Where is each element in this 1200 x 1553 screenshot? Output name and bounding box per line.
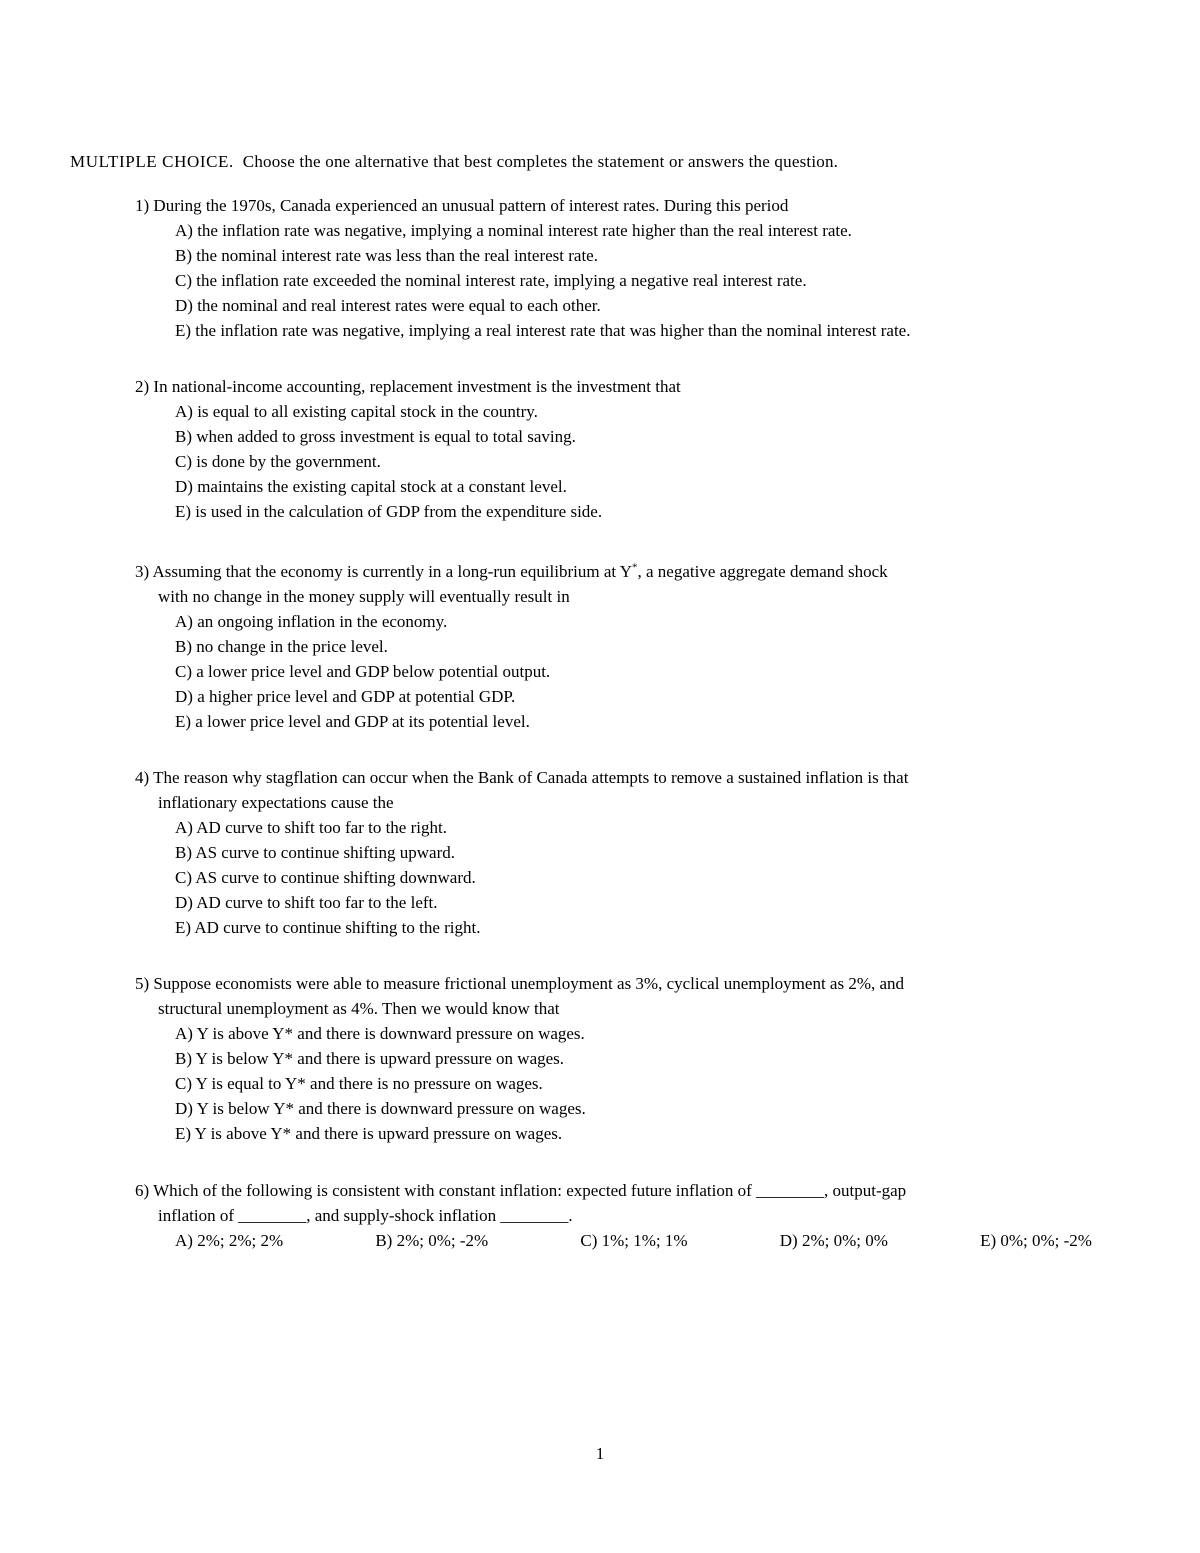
option-e: E) Y is above Y* and there is upward pressure on wages. <box>175 1124 563 1143</box>
option-d: D) Y is below Y* and there is downward pressure on wages. <box>175 1099 586 1118</box>
question-number: 2) <box>135 377 150 396</box>
options-list <box>135 218 1110 343</box>
option-e: E) AD curve to continue shifting to the right. <box>175 918 481 937</box>
question-6 <box>135 1178 1110 1253</box>
option-a: A) the inflation rate was negative, implying a nominal interest rate higher than the real interest rate. <box>175 221 852 240</box>
question-stem <box>135 193 1110 218</box>
question-stem <box>135 1178 1110 1228</box>
question-text: Which of the following is consistent with constant inflation: expected future inflation of ________, output-gap <box>153 1181 907 1200</box>
option-a: A) 2%; 2%; 2% <box>175 1231 284 1250</box>
question-number: 4) <box>135 768 150 787</box>
options-row <box>135 1228 1110 1253</box>
question-text-continued: with no change in the money supply will eventually result in <box>158 587 570 606</box>
question-number: 1) <box>135 196 150 215</box>
question-number: 3) <box>135 562 150 581</box>
question-text: In national-income accounting, replacement investment is the investment that <box>153 377 681 396</box>
option-d: D) maintains the existing capital stock at a constant level. <box>175 477 567 496</box>
option-c: C) is done by the government. <box>175 452 381 471</box>
option-e: E) the inflation rate was negative, implying a real interest rate that was higher than the nominal interest rate. <box>175 321 911 340</box>
option-b: B) AS curve to continue shifting upward. <box>175 843 455 862</box>
question-3 <box>135 559 1110 734</box>
option-d: D) 2%; 0%; 0% <box>779 1231 888 1250</box>
section-label: MULTIPLE CHOICE. <box>70 152 234 171</box>
section-header <box>70 152 838 172</box>
option-e: E) a lower price level and GDP at its potential level. <box>175 712 530 731</box>
question-2 <box>135 374 1110 524</box>
question-stem <box>135 559 1110 609</box>
question-5 <box>135 971 1110 1146</box>
option-c: C) 1%; 1%; 1% <box>580 1231 688 1250</box>
star-superscript: * <box>632 561 638 574</box>
option-d: D) AD curve to shift too far to the left. <box>175 893 438 912</box>
option-c: C) Y is equal to Y* and there is no pressure on wages. <box>175 1074 543 1093</box>
option-b: B) no change in the price level. <box>175 637 388 656</box>
option-c: C) a lower price level and GDP below potential output. <box>175 662 551 681</box>
options-list <box>135 609 1110 734</box>
question-text: The reason why stagflation can occur when the Bank of Canada attempts to remove a sustained inflation is that <box>153 768 909 787</box>
option-c: C) the inflation rate exceeded the nominal interest rate, implying a negative real interest rate. <box>175 271 807 290</box>
option-a: A) AD curve to shift too far to the right. <box>175 818 447 837</box>
question-text-continued: inflation of ________, and supply-shock inflation ________. <box>158 1206 573 1225</box>
section-instruction: Choose the one alternative that best completes the statement or answers the question. <box>242 152 839 171</box>
option-d: D) a higher price level and GDP at potential GDP. <box>175 687 516 706</box>
question-number: 5) <box>135 974 150 993</box>
option-b: B) 2%; 0%; -2% <box>375 1231 489 1250</box>
option-a: A) is equal to all existing capital stock in the country. <box>175 402 538 421</box>
question-text: During the 1970s, Canada experienced an unusual pattern of interest rates. During this period <box>153 196 789 215</box>
question-stem <box>135 765 1110 815</box>
page-number: 1 <box>595 1444 605 1463</box>
option-d: D) the nominal and real interest rates were equal to each other. <box>175 296 601 315</box>
option-b: B) when added to gross investment is equal to total saving. <box>175 427 576 446</box>
question-text: Suppose economists were able to measure frictional unemployment as 3%, cyclical unemployment as 2%, and <box>153 974 905 993</box>
question-text: Assuming that the economy is currently in a long-run equilibrium at Y*, a negative aggregate demand shock <box>152 561 888 581</box>
option-b: B) the nominal interest rate was less than the real interest rate. <box>175 246 598 265</box>
option-e: E) 0%; 0%; -2% <box>980 1231 1092 1250</box>
question-text-continued: structural unemployment as 4%. Then we would know that <box>158 999 560 1018</box>
question-number: 6) <box>135 1181 150 1200</box>
question-stem <box>135 374 1110 399</box>
question-4 <box>135 765 1110 940</box>
options-list <box>135 399 1110 524</box>
question-1 <box>135 193 1110 343</box>
question-text-continued: inflationary expectations cause the <box>158 793 394 812</box>
options-list <box>135 1021 1110 1146</box>
option-c: C) AS curve to continue shifting downward. <box>175 868 476 887</box>
option-b: B) Y is below Y* and there is upward pressure on wages. <box>175 1049 565 1068</box>
question-stem <box>135 971 1110 1021</box>
option-e: E) is used in the calculation of GDP from the expenditure side. <box>175 502 603 521</box>
options-list <box>135 815 1110 940</box>
option-a: A) an ongoing inflation in the economy. <box>175 612 448 631</box>
option-a: A) Y is above Y* and there is downward pressure on wages. <box>175 1024 585 1043</box>
